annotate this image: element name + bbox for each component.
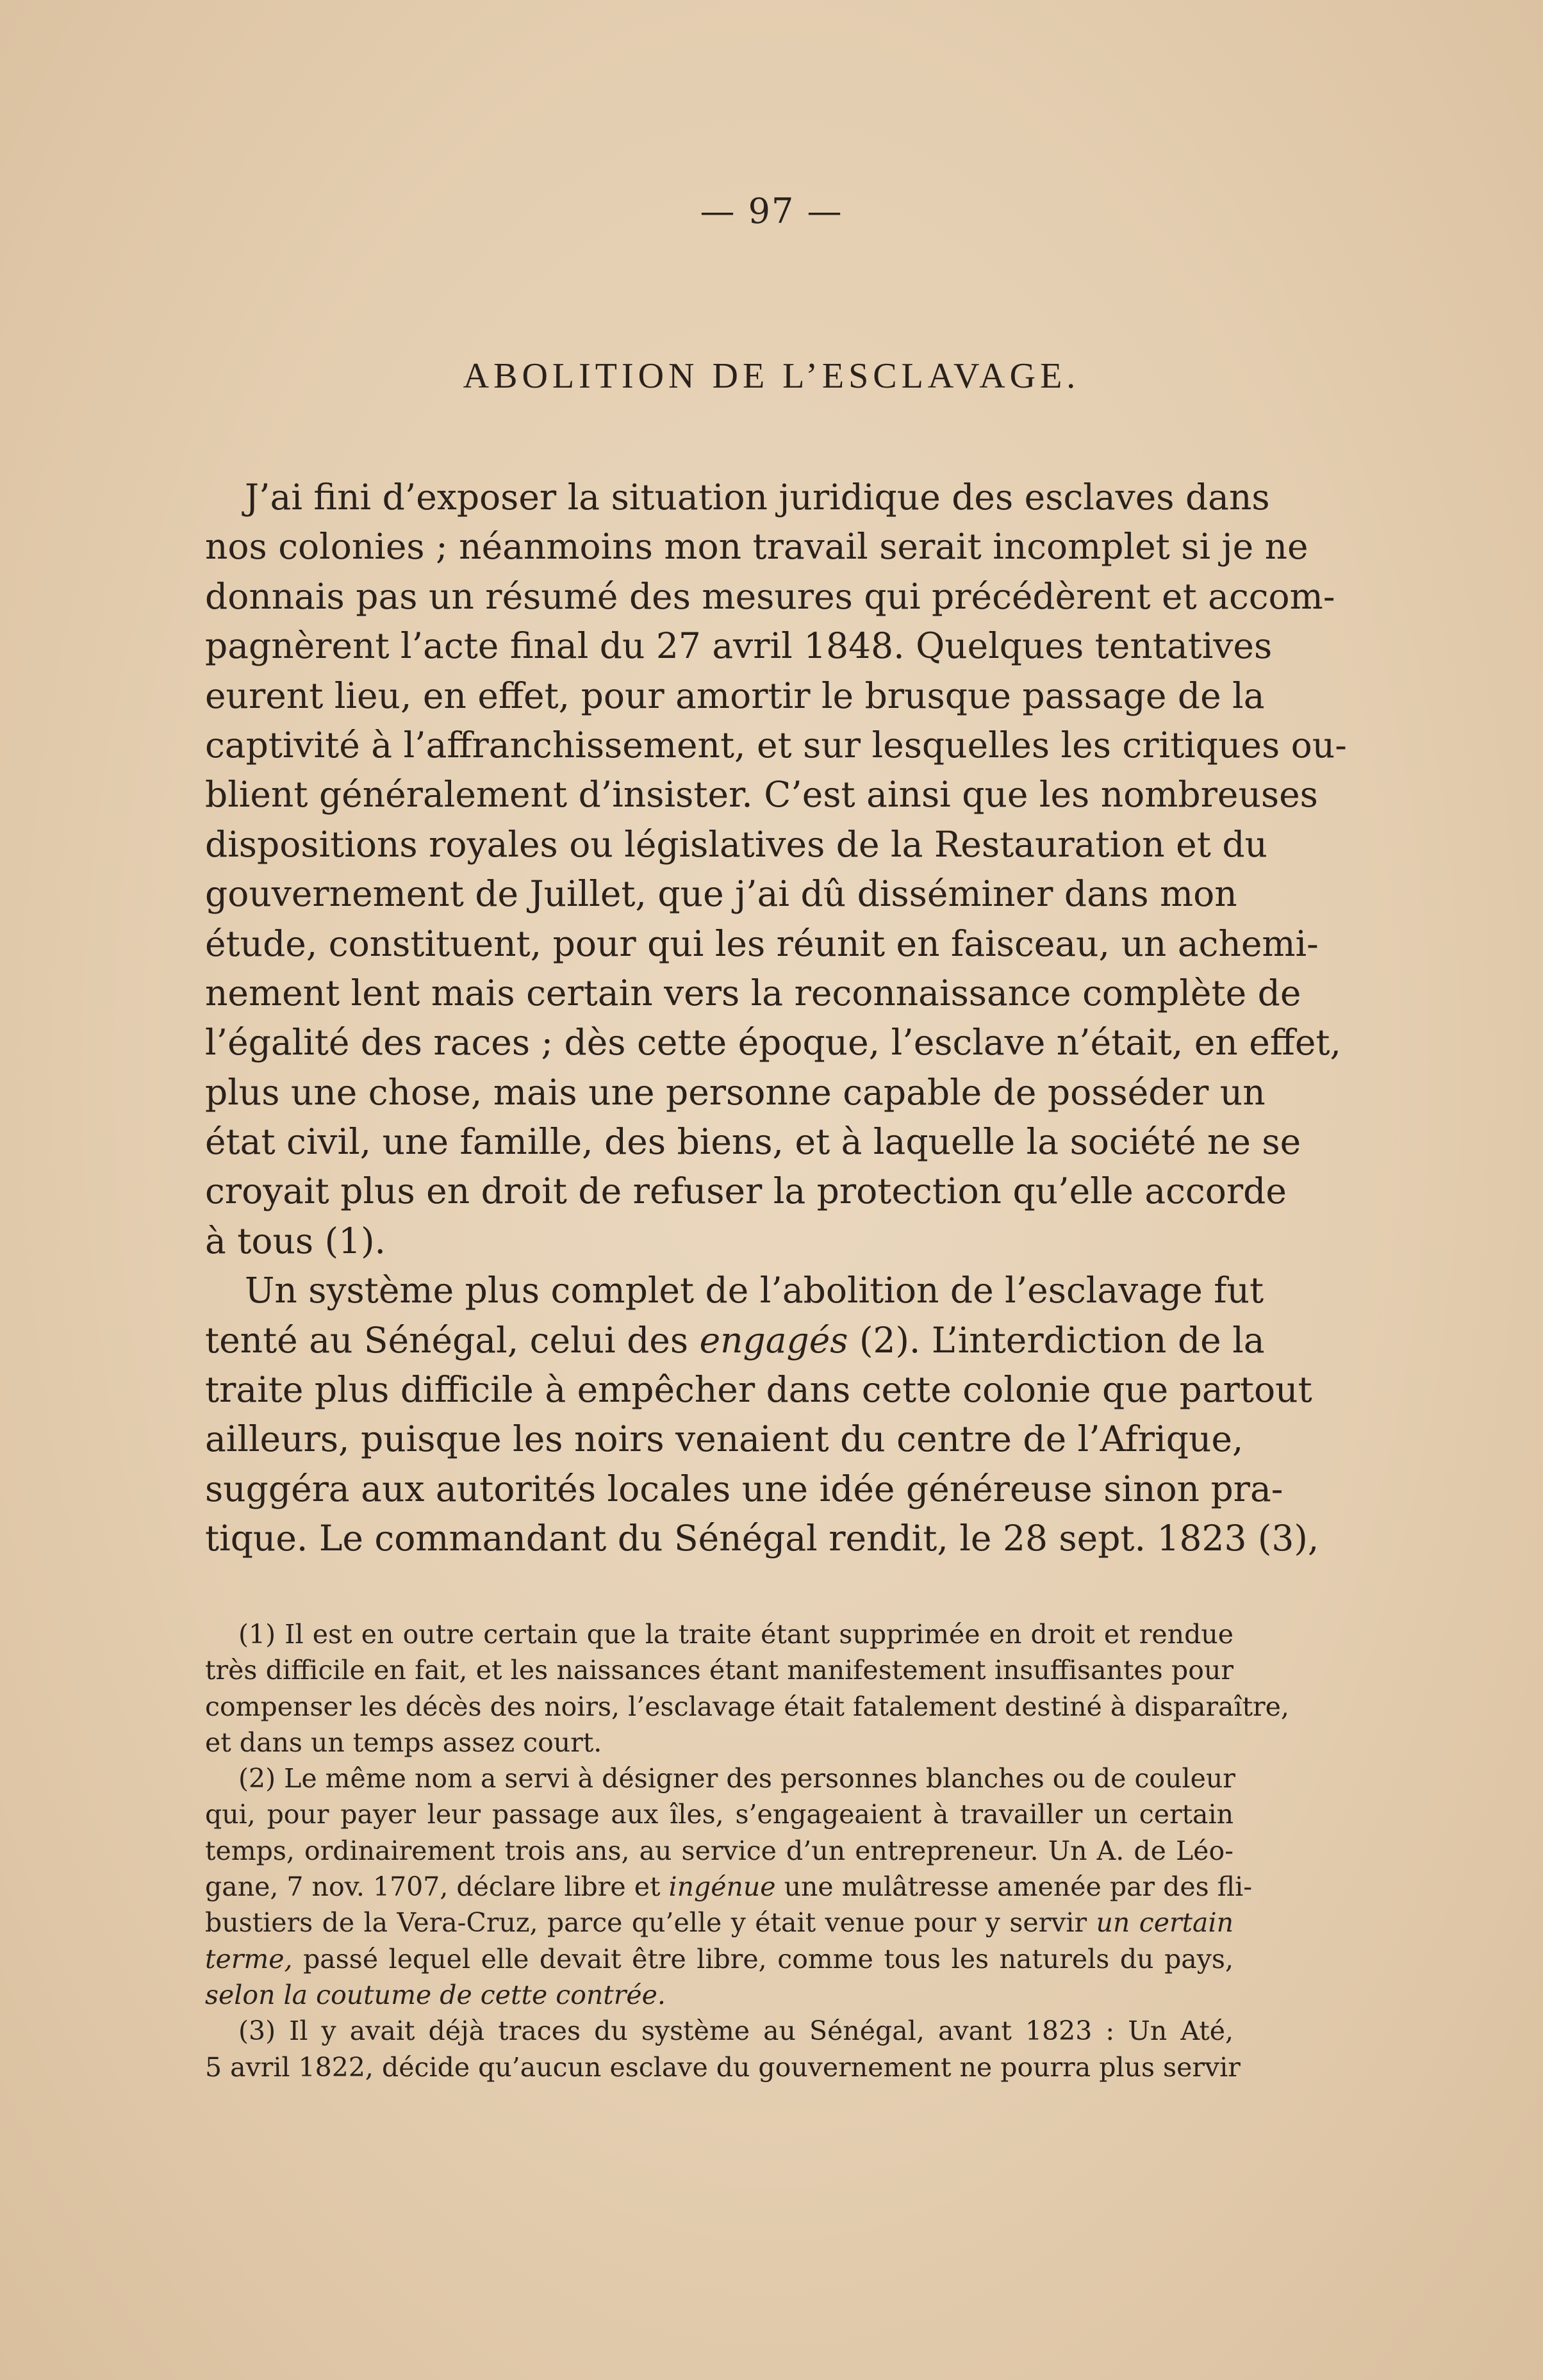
text-line: nos colonies ; néanmoins mon travail serait incomplet si je ne (205, 526, 1308, 568)
footnote-line: temps, ordinairement trois ans, au service d’un entrepreneur. Un A. de Léo- (205, 1835, 1234, 1866)
footnote-line: 5 avril 1822, décide qu’aucun esclave du gouvernement ne pourra plus servir (205, 2051, 1241, 2083)
text-line: suggéra aux autorités locales une idée généreuse sinon pra- (205, 1468, 1283, 1509)
main-text (205, 473, 1347, 1564)
text-line: ailleurs, puisque les noirs venaient du centre de l’Afrique, (205, 1418, 1244, 1460)
italic-term: selon la coutume de cette contrée. (205, 1979, 666, 2010)
text-line: captivité à l’affranchissement, et sur lesquelles les critiques ou- (205, 724, 1347, 766)
text-line: tique. Le commandant du Sénégal rendit, le 28 sept. 1823 (3), (205, 1518, 1319, 1559)
text-line: à tous (1). (205, 1220, 386, 1261)
text-line: Un système plus complet de l’abolition de l’esclavage fut (245, 1270, 1264, 1311)
footnote-line-with-italic (205, 1941, 1234, 1977)
footnotes (205, 1616, 1289, 2085)
text-line: croyait plus en droit de refuser la protection qu’elle accorde (205, 1170, 1287, 1212)
italic-term: ingénue (668, 1871, 776, 1903)
italic-term: un certain (1096, 1907, 1234, 1939)
chapter-title: ABOLITION DE L’ESCLAVAGE. (463, 356, 1080, 396)
text-fragment: passé lequel elle devait être libre, comme tous les naturels du pays, (292, 1943, 1234, 1974)
text-line: plus une chose, mais une personne capable de posséder un (205, 1071, 1266, 1113)
text-line: traite plus difficile à empêcher dans cette colonie que partout (205, 1369, 1312, 1411)
text-line: gouvernement de Juillet, que j’ai dû disséminer dans mon (205, 873, 1237, 915)
text-fragment: (2). L’interdiction de la (848, 1319, 1265, 1361)
text-line: nement lent mais certain vers la reconnaissance complète de (205, 972, 1301, 1014)
footnote-line-italic (205, 1977, 1234, 2013)
footnote-line: très difficile en fait, et les naissances étant manifestement insuffisantes pour (205, 1655, 1234, 1686)
text-fragment: une mulâtresse amenée par des fli- (775, 1871, 1253, 1903)
page-number: — 97 — (700, 191, 843, 231)
text-line: pagnèrent l’acte final du 27 avril 1848. Quelques tentatives (205, 625, 1273, 667)
text-fragment: gane, 7 nov. 1707, déclare libre et (205, 1871, 669, 1903)
text-fragment: tenté au Sénégal, celui des (205, 1319, 700, 1361)
text-line: étude, constituent, pour qui les réunit en faisceau, un achemi- (205, 923, 1319, 964)
footnote-line-with-italic (205, 1869, 1253, 1905)
footnote-line: (3) Il y avait déjà traces du système au Sénégal, avant 1823 : Un Até, (238, 2015, 1234, 2047)
footnote-line: qui, pour payer leur passage aux îles, s’engageaient à travailler un certain (205, 1799, 1234, 1830)
text-line: dispositions royales ou législatives de la Restauration et du (205, 823, 1267, 865)
text-line: l’égalité des races ; dès cette époque, l’esclave n’était, en effet, (205, 1022, 1341, 1063)
text-line: blient généralement d’insister. C’est ainsi que les nombreuses (205, 774, 1318, 816)
text-line: état civil, une famille, des biens, et à laquelle la société ne se (205, 1121, 1301, 1163)
footnote-line: (1) Il est en outre certain que la traite étant supprimée en droit et rendue (238, 1619, 1234, 1650)
footnote-line-with-italic (205, 1905, 1234, 1941)
footnote-line: et dans un temps assez court. (205, 1727, 602, 1758)
text-fragment: bustiers de la Vera-Cruz, parce qu’elle y était venue pour y servir (205, 1907, 1096, 1939)
text-line: eurent lieu, en effet, pour amortir le brusque passage de la (205, 675, 1265, 716)
italic-term: engagés (699, 1319, 848, 1361)
footnote-line: compenser les décès des noirs, l’esclavage était fatalement destiné à disparaître, (205, 1691, 1289, 1722)
text-line-with-italic (205, 1316, 1265, 1365)
text-line: donnais pas un résumé des mesures qui précédèrent et accom- (205, 575, 1335, 617)
text-line: J’ai fini d’exposer la situation juridique des esclaves dans (245, 477, 1270, 518)
footnote-line: (2) Le même nom a servi à désigner des personnes blanches ou de couleur (238, 1763, 1235, 1794)
italic-term: terme, (205, 1943, 293, 1974)
